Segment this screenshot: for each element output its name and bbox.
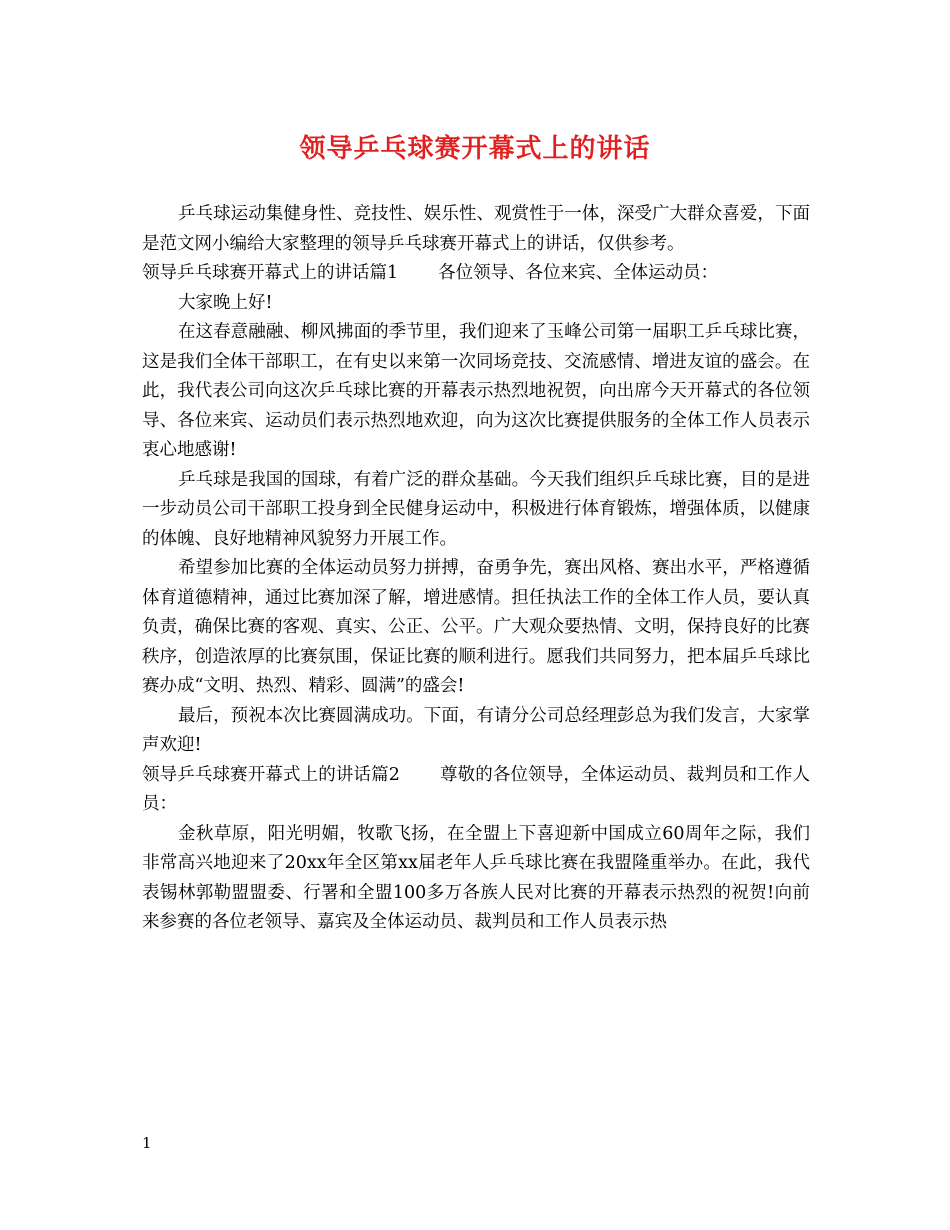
- document-body: [142, 200, 810, 938]
- document-title: 领导乒乓球赛开幕式上的讲话: [299, 134, 651, 164]
- body-paragraph: 最后，预祝本次比赛圆满成功。下面，有请分公司总经理彭总为我们发言，大家掌声欢迎!: [142, 705, 810, 755]
- section-2-line: [142, 761, 810, 820]
- section-1-line: [142, 259, 810, 289]
- section-1-heading: 领导乒乓球赛开幕式上的讲话篇1: [142, 263, 399, 283]
- body-paragraph: 在这春意融融、柳风拂面的季节里，我们迎来了玉峰公司第一届职工乒乓球比赛，这是我们全体干部职工，在有史以来第一次同场竞技、交流感情、增进友谊的盛会。在此，我代表公司向这次乒乓球比赛的开幕表示热烈地祝贺，向出席今天开幕式的各位领导、各位来宾、运动员们表示热烈地欢迎，向为这次比赛提供服务的全体工作人员表示衷心地感谢!: [142, 322, 810, 460]
- intro-paragraph: 乒乓球运动集健身性、竞技性、娱乐性、观赏性于一体，深受广大群众喜爱，下面是范文网小编给大家整理的领导乒乓球赛开幕式上的讲话，仅供参考。: [142, 204, 810, 254]
- section-2-salutation: 尊敬的各位领导，全体运动员、裁判员和工作人员：: [142, 764, 811, 814]
- page-number: 1: [142, 1134, 152, 1152]
- body-paragraph: 金秋草原，阳光明媚，牧歌飞扬，在全盟上下喜迎新中国成立60周年之际，我们非常高兴地迎来了20xx年全区第xx届老年人乒乓球比赛在我盟隆重举办。在此，我代表锡林郭勒盟盟委、行署和全盟100多万各族人民对比赛的开幕表示热烈的祝贺!向前来参赛的各位老领导、嘉宾及全体运动员、裁判员和工作人员表示热: [142, 823, 810, 932]
- section-1-salutation: 各位领导、各位来宾、全体运动员：: [438, 263, 719, 283]
- greeting: 大家晚上好!: [178, 292, 273, 313]
- section-2-heading: 领导乒乓球赛开幕式上的讲话篇2: [142, 764, 400, 785]
- body-paragraph: 乒乓球是我国的国球，有着广泛的群众基础。今天我们组织乒乓球比赛，目的是进一步动员公司干部职工投身到全民健身运动中，积极进行体育锻炼，增强体质，以健康的体魄、良好地精神风貌努力开展工作。: [142, 469, 810, 549]
- body-paragraph: 希望参加比赛的全体运动员努力拼搏，奋勇争先，赛出风格、赛出水平，严格遵循体育道德精神，通过比赛加深了解，增进感情。担任执法工作的全体工作人员，要认真负责，确保比赛的客观、真实、公正、公平。广大观众要热情、文明，保持良好的比赛秩序，创造浓厚的比赛氛围，保证比赛的顺利进行。愿我们共同努力，把本届乒乓球比赛办成“文明、热烈、精彩、圆满”的盛会!: [142, 558, 810, 696]
